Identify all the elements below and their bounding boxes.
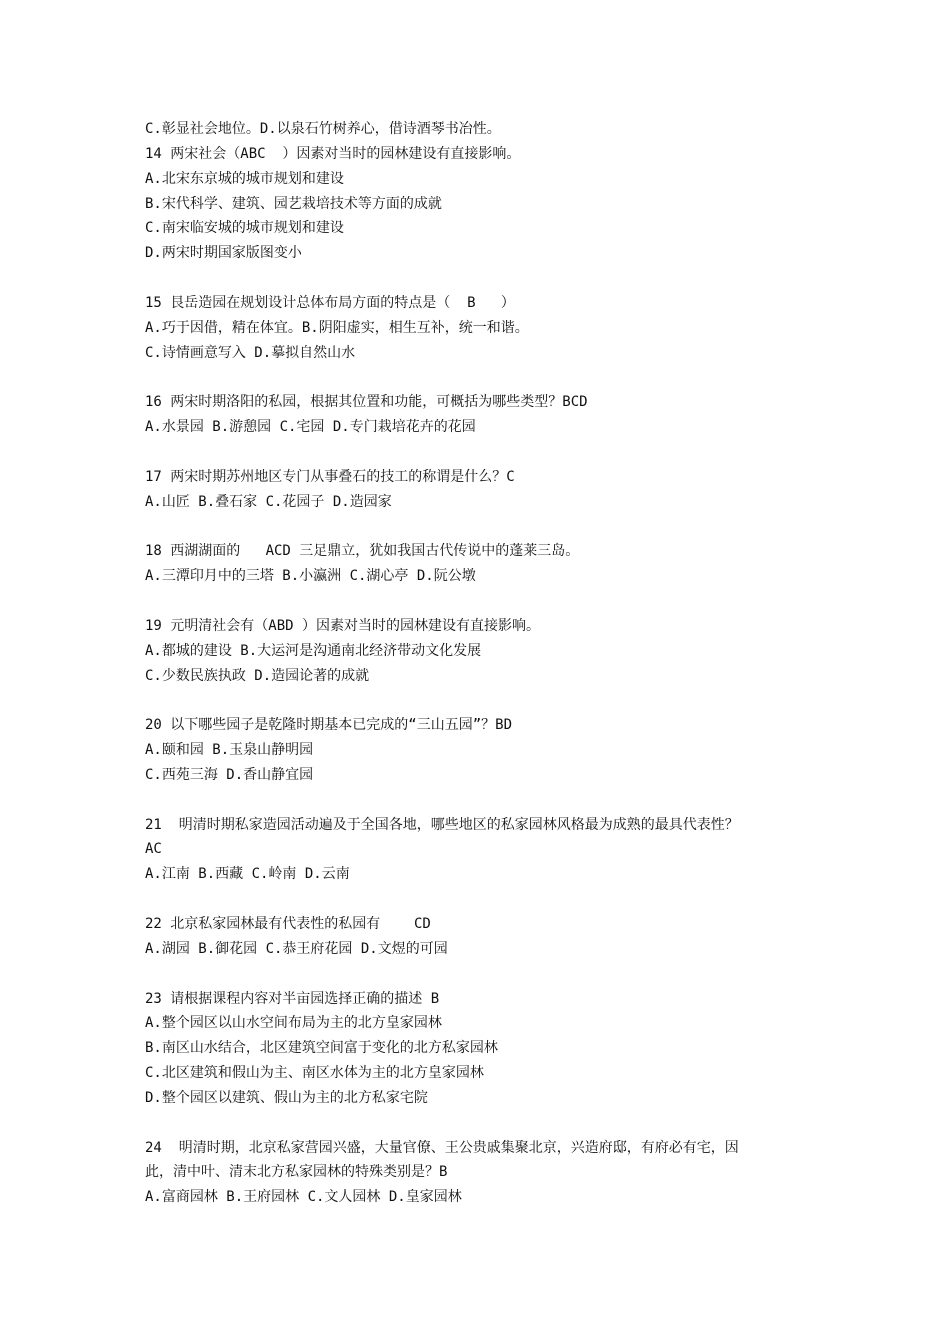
text-line: A.江南 B.西藏 C.岭南 D.云南 <box>145 866 350 883</box>
text-line: 此，清中叶、清末北方私家园林的特殊类别是？B <box>145 1164 448 1181</box>
text-line: 21 明清时期私家造园活动遍及于全国各地，哪些地区的私家园林风格最为成熟的最具代表性？ <box>145 816 739 833</box>
text-line: A.水景园 B.游憩园 C.宅园 D.专门栽培花卉的花园 <box>145 419 476 436</box>
paragraph-gap <box>145 515 825 540</box>
text-line: A.整个园区以山水空间布局为主的北方皇家园林 <box>145 1015 442 1032</box>
text-line: A.巧于因借，精在体宜。B.阴阳虚实，相生互补，统一和谐。 <box>145 319 529 336</box>
paragraph-gap <box>145 1111 825 1136</box>
text-line: 17 两宋时期苏州地区专门从事叠石的技工的称谓是什么？C <box>145 468 515 485</box>
paragraph-gap <box>145 266 825 291</box>
text-line: C.西苑三海 D.香山静宜园 <box>145 766 314 783</box>
text-line: 20 以下哪些园子是乾隆时期基本已完成的“三山五园”？BD <box>145 717 512 734</box>
paragraph-gap <box>145 365 825 390</box>
text-line: D.两宋时期国家版图变小 <box>145 245 302 262</box>
text-line: 23 请根据课程内容对半亩园选择正确的描述 B <box>145 990 440 1007</box>
text-line: 15 艮岳造园在规划设计总体布局方面的特点是（ B ） <box>145 294 515 311</box>
paragraph-gap <box>145 589 825 614</box>
text-line: 22 北京私家园林最有代表性的私园有 CD <box>145 916 431 932</box>
text-line: C.南宋临安城的城市规划和建设 <box>145 220 344 237</box>
paragraph-gap <box>145 688 825 713</box>
text-line: A.三潭印月中的三塔 B.小瀛洲 C.湖心亭 D.阮公墩 <box>145 568 476 585</box>
paragraph-gap <box>145 887 825 912</box>
text-line: 18 西湖湖面的 ACD 三足鼎立，犹如我国古代传说中的蓬莱三岛。 <box>145 543 580 560</box>
text-line: 16 两宋时期洛阳的私园，根据其位置和功能，可概括为哪些类型？BCD <box>145 394 588 411</box>
text-line: A.山匠 B.叠石家 C.花园子 D.造园家 <box>145 493 392 510</box>
text-line: C.彰显社会地位。D.以泉石竹树养心，借诗酒琴书冶性。 <box>145 121 501 137</box>
text-line: B.宋代科学、建筑、园艺栽培技术等方面的成就 <box>145 195 442 212</box>
paragraph-gap <box>145 788 825 813</box>
text-line: 14 两宋社会（ABC ）因素对当时的园林建设有直接影响。 <box>145 145 521 162</box>
text-line: A.都城的建设 B.大运河是沟通南北经济带动文化发展 <box>145 642 482 659</box>
text-line: AC <box>145 841 162 858</box>
text-line: C.诗情画意写入 D.摹拟自然山水 <box>145 344 356 361</box>
text-line: C.北区建筑和假山为主、南区水体为主的北方皇家园林 <box>145 1065 484 1082</box>
document-page <box>145 117 825 1210</box>
text-line: 19 元明清社会有（ABD ）因素对当时的园林建设有直接影响。 <box>145 617 540 634</box>
paragraph-gap <box>145 962 825 987</box>
text-line: A.北宋东京城的城市规划和建设 <box>145 170 344 187</box>
text-line: A.富商园林 B.王府园林 C.文人园林 D.皇家园林 <box>145 1189 462 1206</box>
text-line: 24 明清时期，北京私家营园兴盛，大量官僚、王公贵戚集聚北京，兴造府邸，有府必有宅，因 <box>145 1139 739 1156</box>
text-line: A.湖园 B.御花园 C.恭王府花园 D.文煜的可园 <box>145 940 448 957</box>
text-line: A.颐和园 B.玉泉山静明园 <box>145 742 314 759</box>
text-line: C.少数民族执政 D.造园论著的成就 <box>145 667 370 684</box>
paragraph-gap <box>145 440 825 465</box>
text-line: D.整个园区以建筑、假山为主的北方私家宅院 <box>145 1089 428 1106</box>
text-line: B.南区山水结合，北区建筑空间富于变化的北方私家园林 <box>145 1040 498 1057</box>
